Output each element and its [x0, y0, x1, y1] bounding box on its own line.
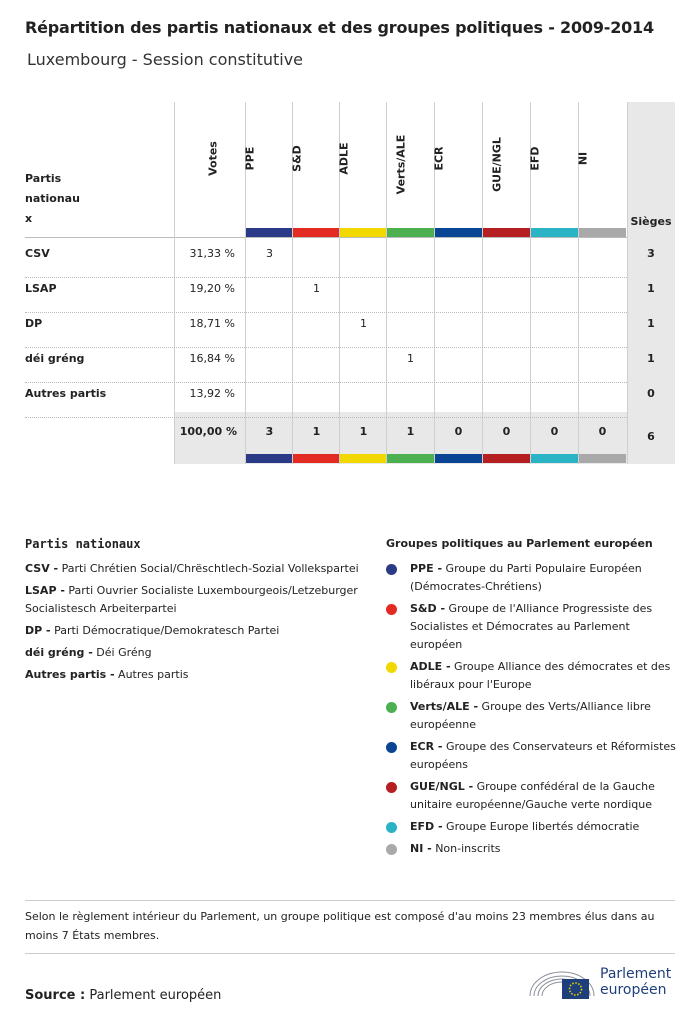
group-color-bar-bottom	[246, 454, 293, 463]
group-color-bar	[387, 228, 434, 237]
party-votes: 31,33 %	[189, 247, 235, 260]
row-divider	[25, 382, 627, 383]
party-name: LSAP	[25, 282, 57, 295]
group-legend-abbr: S&D -	[410, 602, 446, 615]
seat-cell: 1	[313, 282, 320, 295]
group-color-dot-icon	[386, 604, 397, 615]
group-column-header: GUE/NGL	[490, 137, 504, 192]
group-color-dot-icon	[386, 564, 397, 575]
party-seats: 1	[647, 317, 655, 330]
total-seat-cell: 0	[550, 425, 559, 438]
votes-column-header: Votes	[206, 141, 220, 176]
party-seats: 1	[647, 352, 655, 365]
party-legend-abbr: déi gréng -	[25, 646, 93, 659]
group-color-bar	[483, 228, 530, 237]
group-legend-desc: Groupe du Parti Populaire Européen (Démocrates-Chrétiens)	[410, 562, 642, 593]
footnote: Selon le règlement intérieur du Parlement, un groupe politique est composé d'au moins 23 membres élus dans au moins 7 États membres.	[25, 910, 655, 942]
source-label: Source :	[25, 988, 86, 1003]
group-legend-desc: Groupe des Conservateurs et Réformistes européens	[410, 740, 676, 771]
groups-legend-title: Groupes politiques au Parlement européen	[386, 537, 653, 550]
group-color-bar	[340, 228, 387, 237]
party-legend-desc: Parti Démocratique/Demokratesch Partei	[50, 624, 280, 637]
party-legend-item	[25, 622, 365, 640]
group-legend-abbr: ADLE -	[410, 660, 451, 673]
party-legend-desc: Autres partis	[114, 668, 189, 681]
party-name: Autres partis	[25, 387, 107, 400]
page-subtitle: Luxembourg - Session constitutive	[27, 50, 304, 69]
party-votes: 13,92 %	[189, 387, 235, 400]
footnote-divider-bottom	[25, 953, 675, 954]
party-name: déi gréng	[25, 352, 85, 365]
group-color-dot-icon	[386, 662, 397, 673]
group-column-header: PPE	[243, 146, 257, 171]
seat-cell: 3	[266, 247, 273, 260]
ep-hemicycle-icon	[528, 962, 596, 1002]
group-legend-item	[386, 658, 676, 694]
group-column-header: Verts/ALE	[394, 134, 408, 195]
party-votes: 18,71 %	[189, 317, 235, 330]
source-value: Parlement européen	[85, 988, 222, 1003]
party-legend-item	[25, 666, 365, 684]
group-color-bar-bottom	[483, 454, 530, 463]
parties-legend-title: Partis nationaux	[25, 537, 141, 551]
party-seats: 3	[647, 247, 655, 260]
ep-logo	[528, 962, 678, 1002]
group-legend-item	[386, 738, 676, 774]
row-divider	[25, 277, 627, 278]
group-color-bar	[435, 228, 482, 237]
group-legend-item	[386, 698, 676, 734]
party-legend-abbr: LSAP -	[25, 584, 65, 597]
group-color-dot-icon	[386, 782, 397, 793]
party-name: DP	[25, 317, 43, 330]
group-column-header: ADLE	[337, 142, 351, 175]
footnote-divider-top	[25, 900, 675, 901]
group-legend-item	[386, 818, 676, 836]
party-legend-item	[25, 560, 365, 578]
party-legend-abbr: Autres partis -	[25, 668, 115, 681]
group-legend-desc: Groupe des Verts/Alliance libre européenne	[410, 700, 651, 731]
total-seat-cell: 0	[502, 425, 511, 438]
party-legend-desc: Parti Chrétien Social/Chrëschtlech-Sozial Vollekspartei	[58, 562, 359, 575]
party-legend-abbr: CSV -	[25, 562, 59, 575]
header-divider	[25, 237, 627, 238]
party-legend-desc: Parti Ouvrier Socialiste Luxembourgeois/Letzeburger Socialistesch Arbeiterpartei	[25, 584, 358, 615]
total-seat-cell: 0	[598, 425, 607, 438]
group-color-bar	[246, 228, 293, 237]
group-legend-item	[386, 600, 676, 654]
group-legend-desc: Groupe Europe libertés démocratie	[442, 820, 640, 833]
group-color-bar	[531, 228, 578, 237]
group-color-bar-bottom	[435, 454, 482, 463]
group-color-dot-icon	[386, 702, 397, 713]
seats-table	[25, 102, 675, 464]
row-divider	[25, 312, 627, 313]
party-legend-desc: Déi Gréng	[92, 646, 152, 659]
party-column-header: Partis nationau x	[25, 172, 80, 225]
total-seat-cell: 1	[312, 425, 321, 438]
page-title: Répartition des partis nationaux et des groupes politiques - 2009-2014	[25, 18, 654, 37]
group-color-bar	[579, 228, 626, 237]
group-color-dot-icon	[386, 844, 397, 855]
party-seats: 0	[647, 387, 655, 400]
total-seat-cell: 1	[406, 425, 415, 438]
group-legend-abbr: ECR -	[410, 740, 443, 753]
seat-cell: 1	[360, 317, 367, 330]
party-legend-item	[25, 582, 365, 618]
group-color-dot-icon	[386, 822, 397, 833]
group-column-divider	[386, 102, 387, 464]
group-legend-desc: Groupe de l'Alliance Progressiste des Socialistes et Démocrates au Parlement européen	[410, 602, 653, 651]
group-color-bar-bottom	[293, 454, 340, 463]
party-votes: 19,20 %	[189, 282, 235, 295]
group-column-divider	[482, 102, 483, 464]
group-legend-abbr: PPE -	[410, 562, 443, 575]
group-color-bar-bottom	[579, 454, 626, 463]
seats-column-header: Sièges	[630, 215, 672, 228]
group-color-bar-bottom	[340, 454, 387, 463]
total-seat-cell: 1	[359, 425, 368, 438]
total-seat-cell: 0	[454, 425, 463, 438]
group-color-bar	[293, 228, 340, 237]
group-legend-item	[386, 840, 676, 858]
ep-logo-text	[600, 966, 671, 998]
group-legend-item	[386, 778, 676, 814]
group-legend-desc: Non-inscrits	[431, 842, 501, 855]
group-column-header: EFD	[528, 146, 542, 171]
group-color-bar-bottom	[531, 454, 578, 463]
ep-logo-line2: européen	[600, 982, 667, 998]
group-color-dot-icon	[386, 742, 397, 753]
row-divider	[25, 417, 627, 418]
party-legend-item	[25, 644, 365, 662]
group-legend-item	[386, 560, 676, 596]
parties-legend	[25, 560, 365, 688]
total-seats: 6	[647, 430, 655, 443]
group-legend-abbr: NI -	[410, 842, 432, 855]
source-line	[25, 988, 221, 1003]
group-column-header: NI	[576, 151, 590, 166]
group-column-header: S&D	[290, 145, 304, 172]
group-legend-abbr: GUE/NGL -	[410, 780, 474, 793]
group-color-bar-bottom	[387, 454, 434, 463]
party-legend-abbr: DP -	[25, 624, 51, 637]
groups-legend	[386, 560, 676, 862]
seat-cell: 1	[407, 352, 414, 365]
party-seats: 1	[647, 282, 655, 295]
group-legend-desc: Groupe Alliance des démocrates et des libéraux pour l'Europe	[410, 660, 671, 691]
group-legend-abbr: EFD -	[410, 820, 443, 833]
ep-logo-line1: Parlement	[600, 966, 672, 982]
group-legend-desc: Groupe confédéral de la Gauche unitaire européenne/Gauche verte nordique	[410, 780, 655, 811]
row-divider	[25, 347, 627, 348]
group-legend-abbr: Verts/ALE -	[410, 700, 479, 713]
party-votes: 16,84 %	[189, 352, 235, 365]
group-column-header: ECR	[432, 146, 446, 171]
party-name: CSV	[25, 247, 50, 260]
total-votes: 100,00 %	[179, 425, 237, 438]
total-seat-cell: 3	[265, 425, 274, 438]
